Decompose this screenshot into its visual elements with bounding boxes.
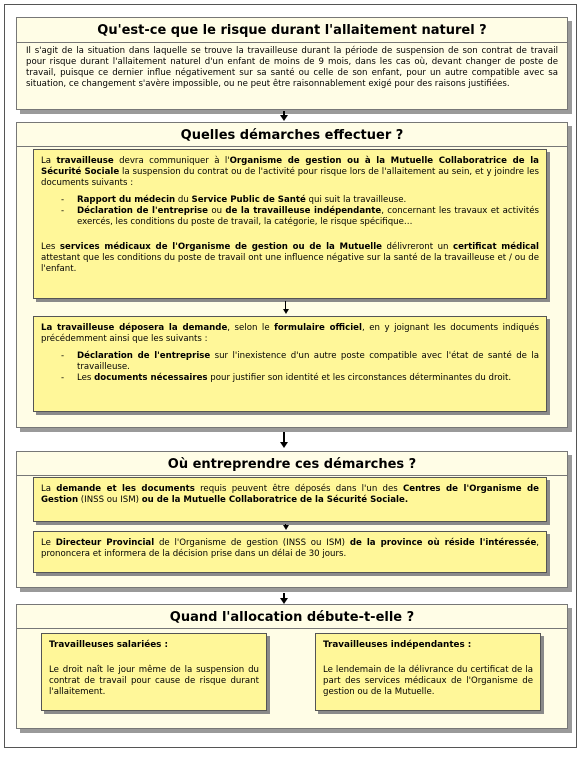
list-item: - Les documents nécessaires pour justifier son identité et les circonstances déterminantes du droit. [77,373,539,384]
section-procedures [16,122,568,428]
section-title: Quelles démarches effectuer ? [180,128,404,143]
divider [17,628,567,629]
card-heading: Travailleuses indépendantes : [323,640,472,650]
card-submission-place [33,477,547,522]
definition-text: Il s'agit de la situation dans laquelle se trouve la travailleuse durant la période de suspension de son contrat de travail pour risque durant l'allaitement naturel d'un enfant de moins de 9 mois, dans les cas où, devant changer de poste de travail, puisque ce dernier influe négativement sur sa santé ou celle de son enfant, pour un autre compatible avec sa situation, ce changement s'avère impossible, ou ne peut être raisonnablement exigé pour des raisons justifiées. [26,46,558,89]
certificate-paragraph: Les services médicaux de l'Organisme de gestion ou de la Mutuelle délivreront un certificat médical attestant que les conditions du poste de travail ont une influence négative sur la santé de la travailleuse et / ou de l'enfant. [41,242,540,274]
divider [17,146,567,147]
arrow-head [283,309,289,314]
card-body: Le droit naît le jour même de la suspension du contrat de travail pour cause de risque durant l'allaitement. [49,665,259,697]
list-item: - Rapport du médecin du Service Public de Santé qui suit la travailleuse. [77,195,539,206]
submission-paragraph: La demande et les documents requis peuvent être déposés dans l'un des Centres de l'Organisme de Gestion (INSS ou ISM) ou de la Mutuelle Collaboratrice de la Sécurité Sociale. [41,484,540,505]
document-list [41,195,539,228]
list-item: - Déclaration de l'entreprise sur l'inexistence d'un autre poste compatible avec l'état de santé de la travailleuse. [77,351,539,373]
document-list [41,351,539,384]
intro-paragraph: La travailleuse devra communiquer à l'Organisme de gestion ou à la Mutuelle Collaboratrice de la Sécurité Sociale la suspension du contrat ou de l'activité pour risque lors de l'allaitement au sein, et y joindre les documents suivants : [41,156,539,188]
section-title: Où entreprendre ces démarches ? [167,457,417,472]
section-what-is-risk [16,17,568,110]
card-self-employed [315,633,541,711]
arrow-head [280,442,288,448]
list-item: - Déclaration de l'entreprise ou de la travailleuse indépendante, concernant les travaux et activités exercés, les conditions du poste de travail, la catégorie, le risque spécifique… [77,206,539,228]
section-title: Quand l'allocation débute-t-elle ? [169,610,415,625]
card-body: Le lendemain de la délivrance du certificat de la part des services médicaux de l'Organisme de gestion ou de la Mutuelle. [323,665,533,697]
divider [17,42,567,43]
section-when [16,604,568,729]
card-communication [33,149,547,299]
card-heading: Travailleuses salariées : [49,640,168,650]
section-where [16,451,568,588]
arrow-head [280,115,288,121]
arrow-head [283,525,289,530]
card-employees [41,633,267,711]
divider [17,475,567,476]
application-paragraph: La travailleuse déposera la demande, selon le formulaire officiel, en y joignant les documents indiqués précédemment ainsi que les suivants : [41,323,540,344]
card-application [33,316,547,412]
card-decision [33,531,547,573]
decision-paragraph: Le Directeur Provincial de l'Organisme de gestion (INSS ou ISM) de la province où réside l'intéressée, prononcera et informera de la décision prise dans un délai de 30 jours. [41,538,540,559]
section-title: Qu'est-ce que le risque durant l'allaitement naturel ? [97,23,487,38]
